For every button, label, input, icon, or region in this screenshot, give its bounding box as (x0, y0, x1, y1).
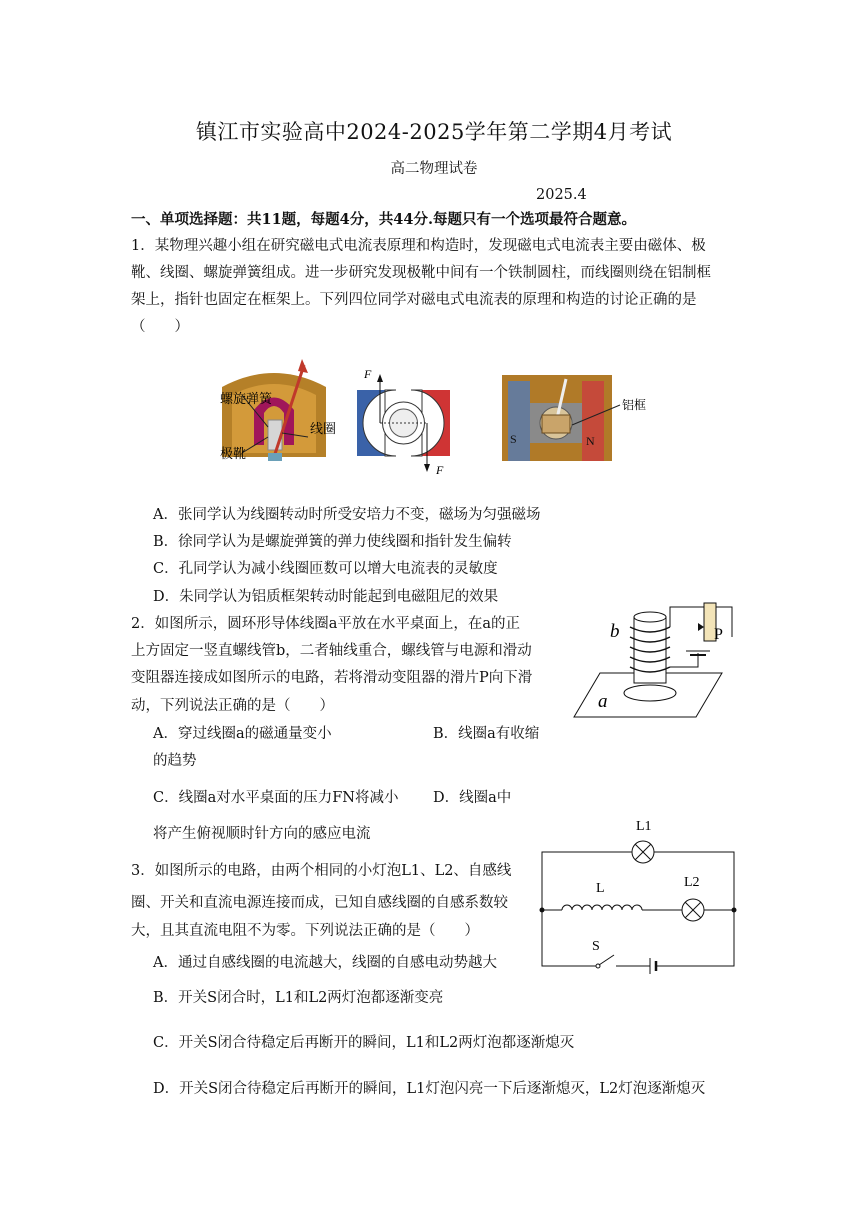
q1-option-b[interactable]: B．徐同学认为是螺旋弹簧的弹力使线圈和指针发生偏转 (153, 534, 512, 550)
label-al-frame: 铝框 (622, 398, 647, 412)
label-lamp-l1: L1 (636, 819, 652, 834)
q2-solenoid-figure (574, 597, 724, 722)
label-n-pole: N (586, 434, 595, 448)
q2-option-d-cont: 将产生俯视顺时针方向的感应电流 (153, 826, 371, 842)
q3-option-b[interactable]: B．开关S闭合时，L1和L2两灯泡都逐渐变亮 (153, 990, 444, 1006)
q1-answer-blank: （ ） (131, 319, 189, 335)
q2-text-line4: 动，下列说法正确的是（ ） (131, 698, 334, 714)
q3-option-c[interactable]: C．开关S闭合待稳定后再断开的瞬间，L1和L2两灯泡都逐渐熄灭 (153, 1035, 575, 1051)
q2-option-d[interactable]: D．线圈a中 (433, 790, 512, 806)
q1-aluminum-frame-figure (502, 375, 662, 465)
q1-option-c[interactable]: C．孔同学认为减小线圈匝数可以增大电流表的灵敏度 (153, 561, 498, 577)
q2-option-b[interactable]: B．线圈a有收缩 (433, 726, 540, 742)
q1-text-line1: 1．某物理兴趣小组在研究磁电式电流表原理和构造时，发现磁电式电流表主要由磁体、极 (131, 238, 706, 254)
label-switch-s: S (592, 939, 600, 954)
page-title: 镇江市实验高中2024-2025学年第二学期4月考试 (195, 120, 673, 144)
q1-radial-field-figure (356, 368, 451, 478)
label-solenoid-b: b (610, 621, 620, 642)
q2-option-b-cont: 的趋势 (153, 753, 197, 769)
q3-option-d[interactable]: D．开关S闭合待稳定后再断开的瞬间，L1灯泡闪亮一下后逐渐熄灭，L2灯泡逐渐熄灭 (153, 1081, 706, 1097)
label-s-pole: S (510, 432, 517, 446)
label-pole-shoe: 极靴 (220, 446, 247, 461)
page-subtitle: 高二物理试卷 (390, 161, 478, 177)
label-lamp-l2: L2 (684, 875, 700, 890)
q1-text-line3: 架上，指针也固定在框架上。下列四位同学对磁电式电流表的原理和构造的讨论正确的是 (131, 292, 697, 308)
q3-text-line3: 大，且其直流电阻不为零。下列说法正确的是（ ） (131, 923, 479, 939)
q2-text-line3: 变阻器连接成如图所示的电路，若将滑动变阻器的滑片P向下滑 (131, 670, 533, 686)
q2-text-line1: 2．如图所示，圆环形导体线圈a平放在水平桌面上，在a的正 (131, 616, 521, 632)
q3-option-a[interactable]: A．通过自感线圈的电流越大，线圈的自感电动势越大 (153, 955, 497, 971)
q3-circuit-figure (538, 816, 738, 971)
q1-text-line2: 靴、线圈、螺旋弹簧组成。进一步研究发现极靴中间有一个铁制圆柱，而线圈则绕在铝制框 (131, 265, 711, 281)
q3-text-line1: 3．如图所示的电路，由两个相同的小灯泡L1、L2、自感线 (131, 863, 512, 879)
q3-text-line2: 圈、开关和直流电源连接而成，已知自感线圈的自感系数较 (131, 895, 508, 911)
q2-option-c[interactable]: C．线圈a对水平桌面的压力FN将减小 (153, 790, 399, 806)
q1-galvanometer-figure (218, 365, 337, 485)
q1-option-a[interactable]: A．张同学认为线圈转动时所受安培力不变，磁场为匀强磁场 (153, 507, 541, 523)
label-slider-p: P (714, 626, 723, 643)
section-heading: 一、单项选择题：共11题，每题4分，共44分.每题只有一个选项最符合题意。 (131, 211, 636, 228)
q2-text-line2: 上方固定一竖直螺线管b，二者轴线重合，螺线管与电源和滑动 (131, 643, 532, 659)
q2-option-a[interactable]: A．穿过线圈a的磁通量变小 (153, 726, 332, 742)
label-force-top: F (364, 367, 372, 381)
label-spring-1: 螺旋弹簧 (220, 391, 273, 406)
exam-date: 2025.4 (536, 187, 587, 203)
label-ring-a: a (598, 691, 608, 712)
label-inductor-l: L (596, 881, 605, 896)
label-coil: 线圈 (310, 421, 337, 436)
label-force-bottom: F (436, 463, 444, 477)
q1-option-d[interactable]: D．朱同学认为铝质框架转动时能起到电磁阻尼的效果 (153, 589, 499, 605)
